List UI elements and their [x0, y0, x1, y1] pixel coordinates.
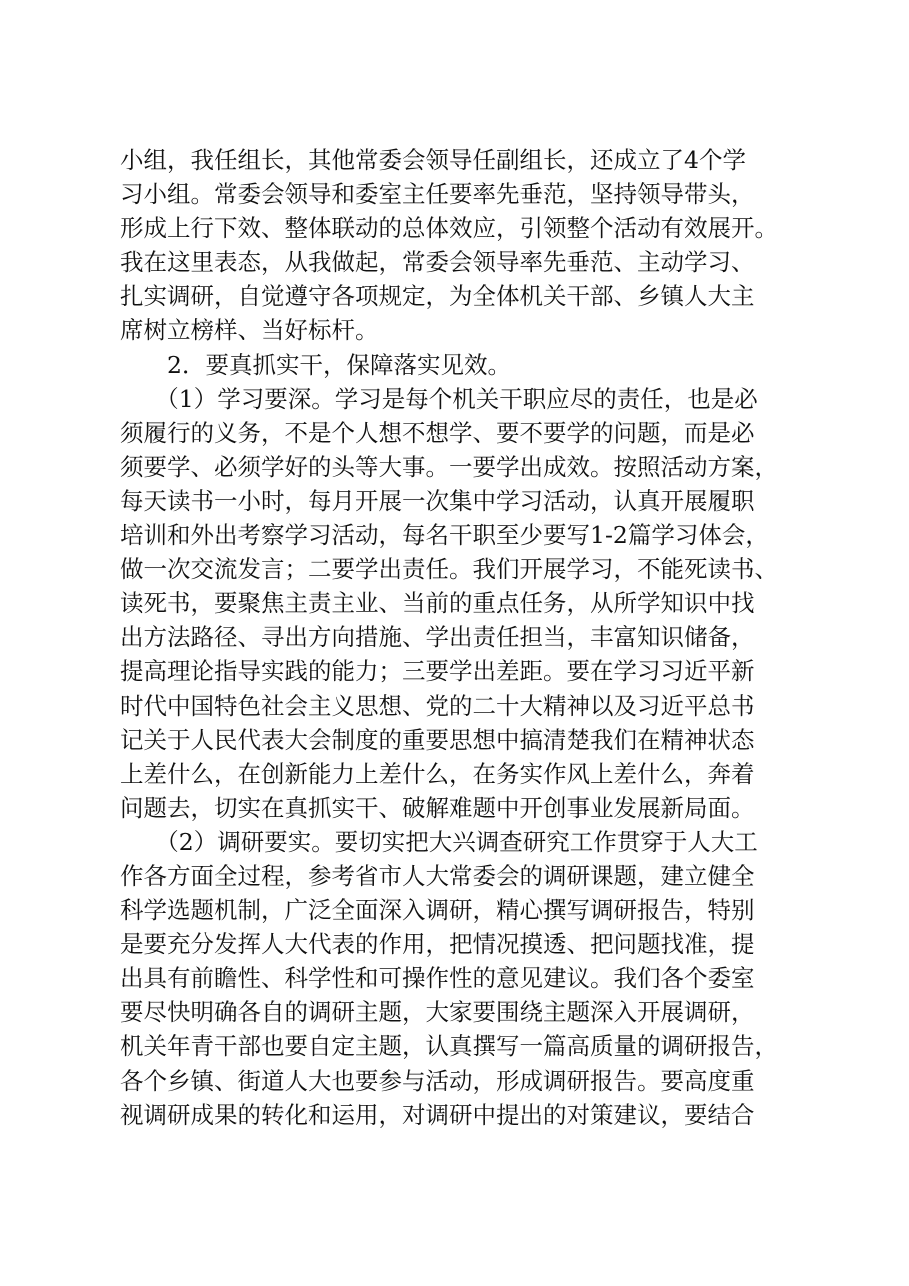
text-line: 习小组。常委会领导和委室主任要率先垂范，坚持领导带头，: [120, 180, 755, 209]
text-line: 视调研成果的转化和运用，对调研中提出的对策建议，要结合: [120, 1100, 755, 1129]
text-line: 机关年青干部也要自定主题，认真撰写一篇高质量的调研报告，: [120, 1032, 778, 1061]
text-line: 读死书，要聚焦主责主业、当前的重点任务，从所学知识中找: [120, 589, 755, 618]
text-line: 我在这里表态，从我做起，常委会领导率先垂范、主动学习、: [120, 248, 755, 277]
document-text-body: [120, 143, 800, 1132]
text-line: 须履行的义务，不是个人想不想学、要不要学的问题，而是必: [120, 418, 755, 447]
text-line: 小组，我任组长，其他常委会领导任副组长，还成立了4个学: [120, 146, 746, 174]
text-line: （2）调研要实。要切实把大兴调查研究工作贯穿于人大工: [120, 827, 758, 856]
text-line: 做一次交流发言；二要学出责任。我们开展学习，不能死读书、: [120, 555, 778, 584]
text-line: 时代中国特色社会主义思想、党的二十大精神以及习近平总书: [120, 691, 755, 720]
text-line: 形成上行下效、整体联动的总体效应，引领整个活动有效展开。: [120, 214, 778, 243]
text-line: 每天读书一小时，每月开展一次集中学习活动，认真开展履职: [120, 486, 755, 515]
text-line: 记关于人民代表大会制度的重要思想中搞清楚我们在精神状态: [120, 725, 755, 754]
text-line: 席树立榜样、当好标杆。: [120, 316, 379, 345]
text-line: 扎实调研，自觉遵守各项规定，为全体机关干部、乡镇人大主: [120, 282, 755, 311]
text-line: 要尽快明确各自的调研主题，大家要围绕主题深入开展调研，: [120, 998, 755, 1027]
text-line: （1）学习要深。学习是每个机关干职应尽的责任，也是必: [120, 384, 758, 413]
text-line: 科学选题机制，广泛全面深入调研，精心撰写调研报告，特别: [120, 896, 755, 925]
text-line: 提高理论指导实践的能力；三要学出差距。要在学习习近平新: [120, 657, 755, 686]
text-line: 出方法路径、寻出方向措施、学出责任担当，丰富知识储备，: [120, 623, 755, 652]
text-line: 2．要真抓实干，保障落实见效。: [120, 350, 511, 379]
text-line: 各个乡镇、街道人大也要参与活动，形成调研报告。要高度重: [120, 1066, 755, 1095]
text-line: 出具有前瞻性、科学性和可操作性的意见建议。我们各个委室: [120, 964, 755, 993]
text-line: 上差什么，在创新能力上差什么，在务实作风上差什么，奔着: [120, 759, 755, 788]
text-line: 是要充分发挥人大代表的作用，把情况摸透、把问题找准，提: [120, 930, 755, 959]
text-line: 须要学、必须学好的头等大事。一要学出成效。按照活动方案，: [120, 452, 778, 481]
text-line: 问题去，切实在真抓实干、破解难题中开创事业发展新局面。: [120, 793, 755, 822]
text-line: 作各方面全过程，参考省市人大常委会的调研课题，建立健全: [120, 861, 755, 890]
text-line: 培训和外出考察学习活动，每名干职至少要写1-2篇学习体会，: [120, 521, 769, 550]
